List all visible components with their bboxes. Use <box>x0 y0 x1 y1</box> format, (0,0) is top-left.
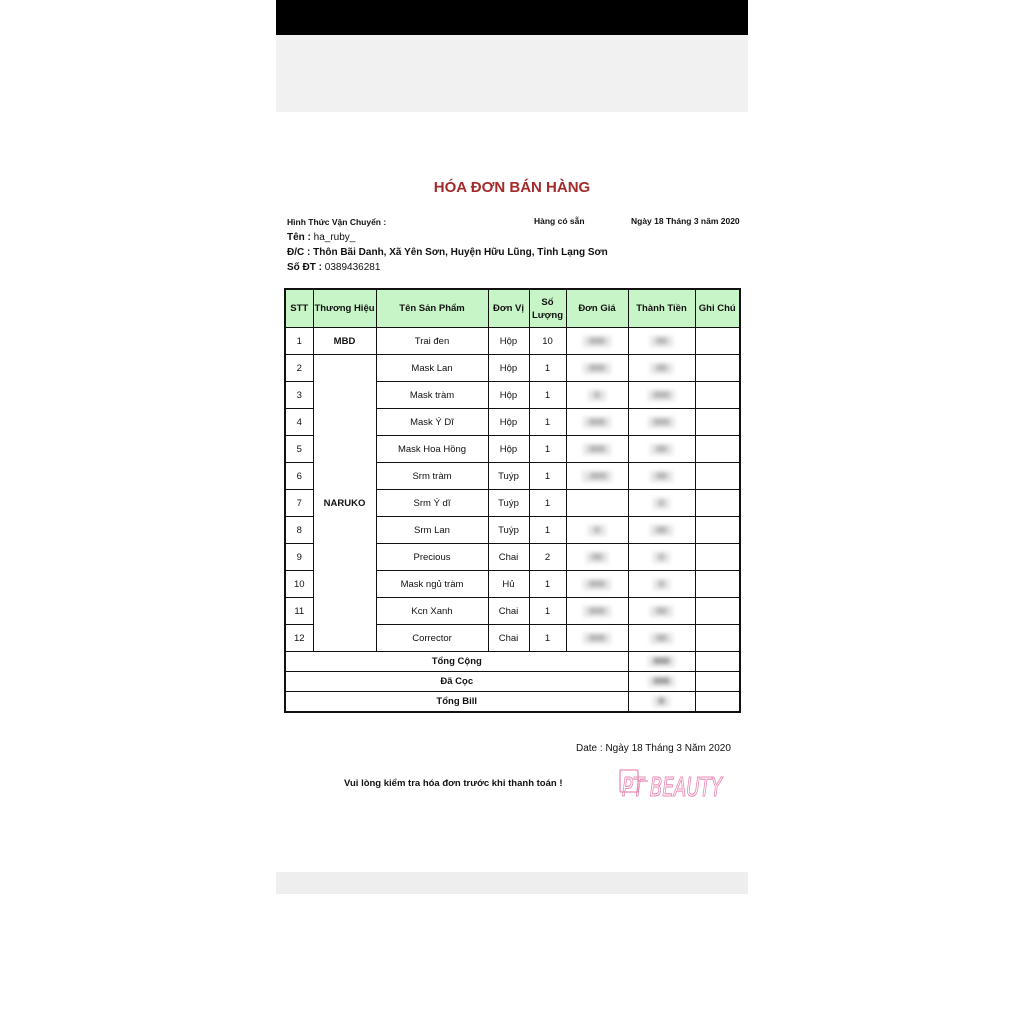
cell-total <box>628 382 695 409</box>
cell-product: Precious <box>376 544 488 571</box>
summary-value-cell <box>628 652 695 672</box>
invoice-table <box>284 288 741 713</box>
stock-status: Hàng có sẵn <box>534 216 585 226</box>
customer-name-line <box>287 232 355 243</box>
summary-value-cell <box>628 692 695 713</box>
cell-stt: 11 <box>285 598 313 625</box>
cell-product: Mask ngủ tràm <box>376 571 488 598</box>
payment-note: Vui lòng kiểm tra hóa đơn trước khi thanh toán ! <box>344 778 563 789</box>
total-value: 00 <box>650 444 673 455</box>
cell-brand-naruko: NARUKO <box>313 355 376 652</box>
summary-label: Tổng Cộng <box>285 652 628 672</box>
summary-value: 000 <box>648 676 676 687</box>
cell-stt: 4 <box>285 409 313 436</box>
cell-total <box>628 544 695 571</box>
cell-qty: 1 <box>529 463 566 490</box>
customer-name: ha_ruby_ <box>313 232 356 243</box>
cell-note <box>695 490 740 517</box>
total-value: 0 <box>653 552 670 563</box>
col-note: Ghi Chú <box>695 289 740 328</box>
summary-row <box>285 672 740 692</box>
cell-stt: 8 <box>285 517 313 544</box>
cell-qty: 1 <box>529 490 566 517</box>
cell-brand-mbd: MBD <box>313 328 376 355</box>
col-stt: STT <box>285 289 313 328</box>
customer-address-line <box>287 247 608 258</box>
cell-note <box>695 436 740 463</box>
cell-unit: Tuýp <box>488 463 529 490</box>
cell-stt: 6 <box>285 463 313 490</box>
summary-value: 0 <box>653 696 670 707</box>
price-value: 0 <box>588 525 605 536</box>
total-value: 0 <box>653 498 670 509</box>
price-value: 000 <box>583 336 611 347</box>
col-total: Thành Tiền <box>628 289 695 328</box>
price-value: 000 <box>583 579 611 590</box>
cell-price <box>566 625 628 652</box>
cell-qty: 1 <box>529 382 566 409</box>
cell-stt: 5 <box>285 436 313 463</box>
summary-label: Tổng Bill <box>285 692 628 713</box>
cell-price <box>566 463 628 490</box>
summary-label: Đã Cọc <box>285 672 628 692</box>
top-gray-area <box>276 35 748 112</box>
cell-stt: 9 <box>285 544 313 571</box>
summary-note-cell <box>695 652 740 672</box>
cell-product: Srm tràm <box>376 463 488 490</box>
cell-note <box>695 382 740 409</box>
cell-note <box>695 571 740 598</box>
cell-unit: Chai <box>488 544 529 571</box>
col-brand: Thương Hiệu <box>313 289 376 328</box>
name-label: Tên : <box>287 232 311 243</box>
price-value: 000 <box>583 606 611 617</box>
total-value: 0 <box>653 579 670 590</box>
cell-price <box>566 598 628 625</box>
cell-unit: Hộp <box>488 382 529 409</box>
cell-product: Mask Lan <box>376 355 488 382</box>
col-unit: Đơn Vị <box>488 289 529 328</box>
summary-value: 000 <box>648 656 676 667</box>
cell-total <box>628 598 695 625</box>
cell-total <box>628 355 695 382</box>
cell-unit: Tuýp <box>488 490 529 517</box>
total-value: 00 <box>650 633 673 644</box>
total-value: 00 <box>650 471 673 482</box>
price-value: 000 <box>583 363 611 374</box>
cell-price <box>566 571 628 598</box>
price-value: 000 <box>583 444 611 455</box>
pt-beauty-logo <box>618 762 724 802</box>
cell-qty: 1 <box>529 409 566 436</box>
price-value: .000 <box>582 471 613 482</box>
summary-value-cell <box>628 672 695 692</box>
price-value: 0 <box>588 390 605 401</box>
cell-note <box>695 463 740 490</box>
cell-price <box>566 436 628 463</box>
invoice-date-top: Ngày 18 Tháng 3 năm 2020 <box>631 216 740 226</box>
col-qty: Số Lượng <box>529 289 566 328</box>
cell-qty: 1 <box>529 571 566 598</box>
price-value: 000 <box>583 633 611 644</box>
top-black-bar <box>276 0 748 35</box>
cell-qty: 1 <box>529 355 566 382</box>
cell-qty: 10 <box>529 328 566 355</box>
table-row <box>285 328 740 355</box>
cell-qty: 2 <box>529 544 566 571</box>
shipping-label: Hình Thức Vận Chuyển : <box>287 217 387 227</box>
summary-row <box>285 652 740 672</box>
cell-total <box>628 625 695 652</box>
cell-stt: 1 <box>285 328 313 355</box>
cell-total <box>628 328 695 355</box>
cell-qty: 1 <box>529 436 566 463</box>
cell-stt: 7 <box>285 490 313 517</box>
bottom-gray-bar <box>276 872 748 894</box>
cell-total <box>628 463 695 490</box>
cell-note <box>695 544 740 571</box>
cell-stt: 2 <box>285 355 313 382</box>
cell-unit: Hộp <box>488 355 529 382</box>
cell-unit: Hộp <box>488 409 529 436</box>
summary-note-cell <box>695 672 740 692</box>
address-label: Đ/C : <box>287 247 311 258</box>
table-header-row <box>285 289 740 328</box>
cell-note <box>695 517 740 544</box>
cell-product: Srm Lan <box>376 517 488 544</box>
summary-note-cell <box>695 692 740 713</box>
cell-price <box>566 328 628 355</box>
cell-total <box>628 436 695 463</box>
total-value: 00 <box>650 336 673 347</box>
cell-note <box>695 328 740 355</box>
customer-address: Thôn Bãi Danh, Xã Yên Sơn, Huyện Hữu Lũng, Tỉnh Lạng Sơn <box>313 247 608 258</box>
cell-product: Srm Ý dĩ <box>376 490 488 517</box>
cell-price <box>566 517 628 544</box>
total-value: 00 <box>650 606 673 617</box>
cell-product: Mask Ý Dĩ <box>376 409 488 436</box>
customer-phone-line <box>287 262 380 273</box>
cell-product: Corrector <box>376 625 488 652</box>
cell-note <box>695 409 740 436</box>
cell-unit: Chai <box>488 598 529 625</box>
cell-stt: 12 <box>285 625 313 652</box>
cell-price <box>566 544 628 571</box>
cell-price <box>566 490 628 517</box>
cell-qty: 1 <box>529 517 566 544</box>
cell-product: Kcn Xanh <box>376 598 488 625</box>
cell-total <box>628 571 695 598</box>
total-value: 00 <box>650 363 673 374</box>
price-value: 000 <box>583 417 611 428</box>
cell-qty: 1 <box>529 625 566 652</box>
col-price: Đơn Giá <box>566 289 628 328</box>
svg-text:PT BEAUTY: PT BEAUTY <box>622 773 724 803</box>
cell-qty: 1 <box>529 598 566 625</box>
cell-product: Mask tràm <box>376 382 488 409</box>
cell-total <box>628 517 695 544</box>
cell-note <box>695 598 740 625</box>
cell-price <box>566 382 628 409</box>
cell-total <box>628 490 695 517</box>
cell-unit: Hủ <box>488 571 529 598</box>
logo-icon <box>618 762 724 802</box>
cell-price <box>566 409 628 436</box>
cell-stt: 3 <box>285 382 313 409</box>
cell-unit: Hộp <box>488 328 529 355</box>
total-value: 000 <box>648 417 676 428</box>
invoice-date-bottom: Date : Ngày 18 Tháng 3 Năm 2020 <box>576 743 731 754</box>
customer-phone: 0389436281 <box>324 262 381 273</box>
cell-stt: 10 <box>285 571 313 598</box>
price-value: 00 <box>586 552 609 563</box>
cell-product: Trai đen <box>376 328 488 355</box>
cell-price <box>566 355 628 382</box>
cell-unit: Hộp <box>488 436 529 463</box>
col-product: Tên Sản Phẩm <box>376 289 488 328</box>
cell-note <box>695 355 740 382</box>
cell-unit: Chai <box>488 625 529 652</box>
cell-total <box>628 409 695 436</box>
total-value: 00 <box>650 525 673 536</box>
cell-unit: Tuýp <box>488 517 529 544</box>
phone-label: Số ĐT : <box>287 262 322 273</box>
summary-row <box>285 692 740 713</box>
cell-note <box>695 625 740 652</box>
invoice-title: HÓA ĐƠN BÁN HÀNG <box>433 179 591 196</box>
table-row <box>285 355 740 382</box>
cell-product: Mask Hoa Hồng <box>376 436 488 463</box>
total-value: 000 <box>648 390 676 401</box>
